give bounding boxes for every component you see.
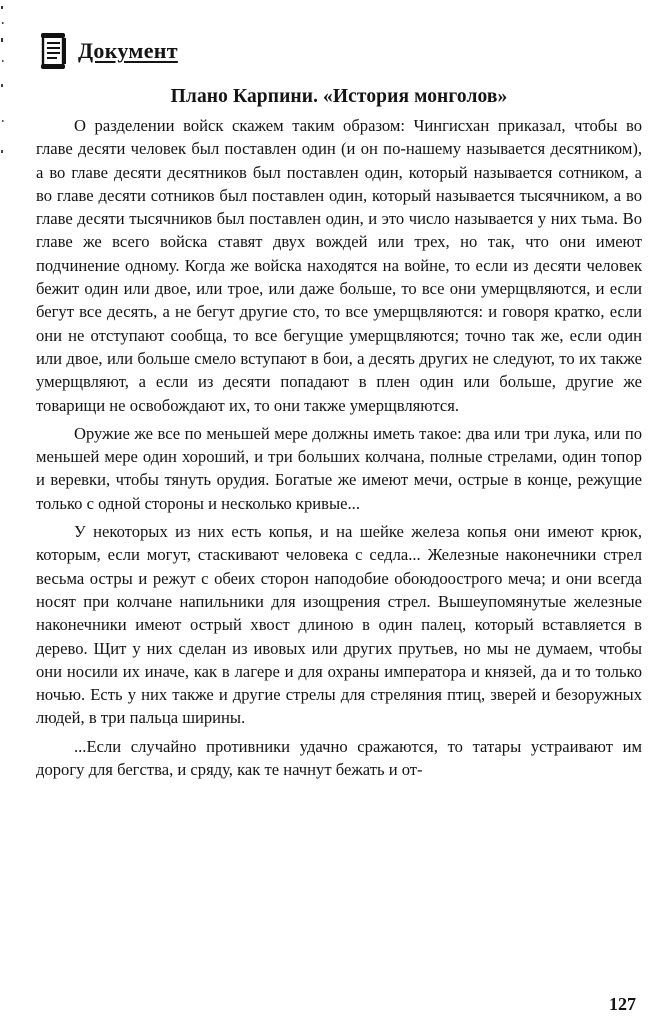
paragraph: Оружие же все по меньшей мере должны иметь такое: два или три лука, или по меньшей мере один хороший, и три больших колчана, полные стрелами, один топор и веревки, чтобы тянуть орудия. Богатые же имеют мечи, острые в конце, режущие только с одной стороны и несколько кривые...	[36, 423, 642, 513]
document-scroll-icon	[40, 32, 68, 70]
paragraph: О разделении войск скажем таким образом: Чингисхан приказал, чтобы во главе десяти человек был поставлен один (и он по-нашему называется десятником), а во главе десяти десятников был поставлен один, который называется сотником, а во главе десяти сотников был поставлен один, который называется тысячником, а во главе десяти тысячников был поставлен один, и это число называется у них тьма. Во главе же всего войска ставят двух вождей или трех, но так, что они имеют подчинение одному. Когда же войска находятся на войне, то если из десяти человек бежит один или двое, или трое, или даже больше, то все они умерщвляются, и если бегут все десять, а не бегут другие сто, то все умерщвляются: и говоря кратко, если они не отступают сообща, то все бегущие умерщвляются; точно так же, если один или двое, или больше смело вступают в бои, а десять других не следуют, то их также умерщвляют, а если из десяти попадают в плен один или больше, другие же товарищи не освобождают их, то они также умерщвляются.	[36, 116, 642, 415]
paragraph: ...Если случайно противники удачно сражаются, то татары устраивают им дорогу для бегства, и сряду, как те начнут бежать и от-	[36, 736, 642, 780]
document-body	[36, 114, 642, 781]
scan-margin-specks	[0, 0, 8, 200]
paragraph: У некоторых из них есть копья, и на шейке железа копья они имеют крюк, которым, если могут, стаскивают человека с седла... Железные наконечники стрел весьма остры и режут с обеих сторон наподобие обоюдоострого меча; и они всегда носят при колчане напильники для изощрения стрел. Вышеупомянутые железные наконечники имеют острый хвост длиною в один палец, который вставляется в дерево. Щит у них сделан из ивовых или других прутьев, но мы не думаем, чтобы они носили их иначе, как в лагере и для охраны императора и князей, да и то только ночью. Есть у них также и другие стрелы для стреляния птиц, зверей и безоружных людей, в три пальца ширины.	[36, 522, 642, 728]
section-header	[40, 28, 642, 74]
section-label: Документ	[78, 38, 178, 63]
page-number: 127	[609, 994, 636, 1014]
document-title: Плано Карпини. «История монголов»	[170, 86, 508, 107]
